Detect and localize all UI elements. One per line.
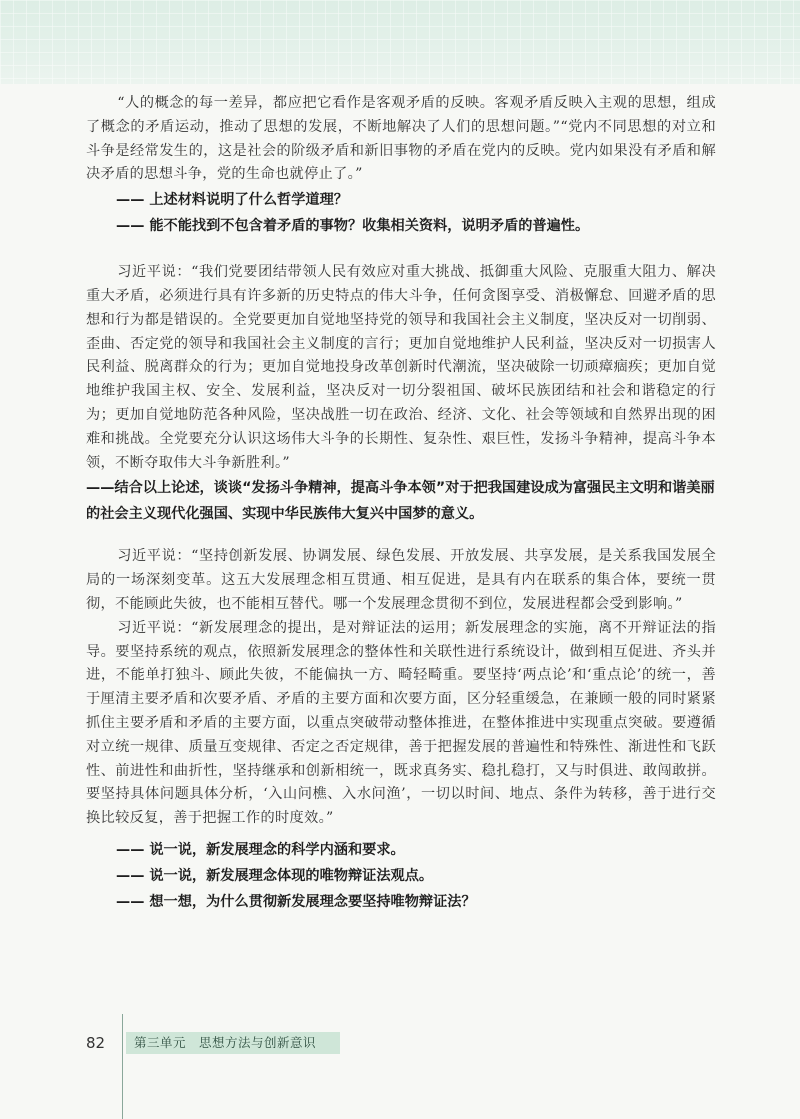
page-number: 82 — [86, 1034, 106, 1052]
question-struggle-spirit: ——结合以上论述，谈谈“发扬斗争精神，提高斗争本领”对于把我国建设成为富强民主文明和谐美丽的社会主义现代化强国、实现中华民族伟大复兴中国梦的意义。 — [86, 480, 715, 523]
quote-paragraph-five-concepts: 习近平说：“坚持创新发展、协调发展、绿色发展、开放发展、共享发展，是关系我国发展全局的一场深刻变革。这五大发展理念相互贯通、相互促进，是具有内在联系的集合体，要统一贯彻，不能顾此失彼，也不能相互替代。哪一个发展理念贯彻不到位，发展进程都会受到影响。” — [86, 548, 716, 612]
question-why-dialectics: —— 想一想，为什么贯彻新发展理念要坚持唯物辩证法？ — [116, 893, 476, 910]
margin-rule — [122, 1014, 123, 1119]
question-connotation: —— 说一说，新发展理念的科学内涵和要求。 — [116, 841, 405, 858]
page-content — [86, 92, 716, 915]
question-dialectic-view: —— 说一说，新发展理念体现的唯物辩证法观点。 — [116, 867, 434, 884]
quote-paragraph-struggle: 习近平说：“我们党要团结带领人民有效应对重大挑战、抵御重大风险、克服重大阻力、解决重大矛盾，必须进行具有许多新的历史特点的伟大斗争，任何贪图享受、消极懈怠、回避矛盾的思想和行为都是错误的。全党要更加自觉地坚持党的领导和我国社会主义制度，坚决反对一切削弱、歪曲、否定党的领导和我国社会主义制度的言行；更加自觉地维护人民利益，坚决反对一切损害人民利益、脱离群众的行为；更加自觉地投身改革创新时代潮流，坚决破除一切顽瘴痼疾；更加自觉地维护我国主权、安全、发展利益，坚决反对一切分裂祖国、破坏民族团结和社会和谐稳定的行为；更加自觉地防范各种风险，坚决战胜一切在政治、经济、文化、社会等领域和自然界出现的困难和挑战。全党要充分认识这场伟大斗争的长期性、复杂性、艰巨性，发扬斗争精神，提高斗争本领，不断夺取伟大斗争新胜利。” — [86, 264, 716, 471]
question-philosophy: —— 上述材料说明了什么哲学道理？ — [116, 192, 348, 209]
quote-paragraph-contradiction: “人的概念的每一差异，都应把它看作是客观矛盾的反映。客观矛盾反映入主观的思想，组成了概念的矛盾运动，推动了思想的发展，不断地解决了人们的思想问题。”“党内不同思想的对立和斗争是经常发生的，这是社会的阶级矛盾和新旧事物的矛盾在党内的反映。党内如果没有矛盾和解决矛盾的思想斗争，党的生命也就停止了。” — [86, 95, 716, 183]
question-universality: —— 能不能找到不包含着矛盾的事物？收集相关资料，说明矛盾的普遍性。 — [116, 218, 590, 235]
quote-paragraph-dialectics: 习近平说：“新发展理念的提出，是对辩证法的运用；新发展理念的实施，离不开辩证法的指导。要坚持系统的观点，依照新发展理念的整体性和关联性进行系统设计，做到相互促进、齐头并进，不能单打独斗、顾此失彼，不能偏执一方、畸轻畸重。要坚持‘两点论’和‘重点论’的统一，善于厘清主要矛盾和次要矛盾、矛盾的主要方面和次要方面，区分轻重缓急，在兼顾一般的同时紧紧抓住主要矛盾和矛盾的主要方面，以重点突破带动整体推进，在整体推进中实现重点突破。要遵循对立统一规律、质量互变规律、否定之否定规律，善于把握发展的普遍性和特殊性、渐进性和飞跃性、前进性和曲折性，坚持继承和创新相统一，既求真务实、稳扎稳打，又与时俱进、敢闯敢拼。要坚持具体问题具体分析，‘入山问樵、入水问渔’，一切以时间、地点、条件为转移，善于进行交换比较反复，善于把握工作的时度效。” — [86, 619, 716, 827]
unit-label: 第三单元 思想方法与创新意识 — [126, 1032, 340, 1054]
header-decorative-band — [0, 0, 800, 84]
